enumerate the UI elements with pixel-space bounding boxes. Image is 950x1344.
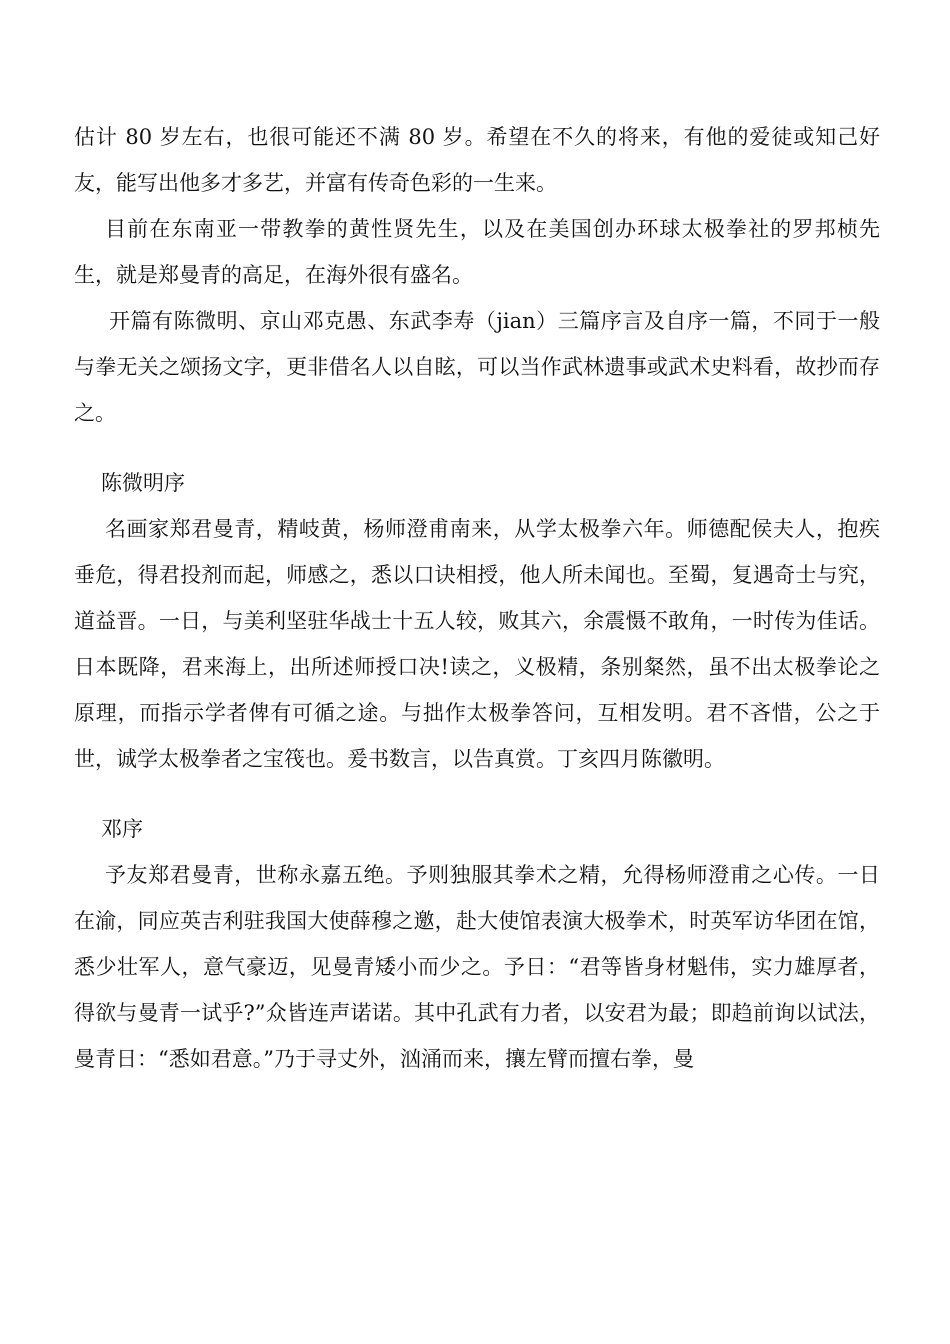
paragraph-chen-preface: 名画家郑君曼青，精岐黄，杨师澄甫南来，从学太极拳六年。师德配侯夫人，抱疾垂危，得君投剂而起，师感之，悉以口诀相授，他人所未闻也。至蜀，复遇奇士与究，道益晋。一日，与美利坚驻华战士十五人较，败其六，余震慑不敢角，一时传为佳话。日本既降，君来海上，出所述师授口决!读之，义极精，条别粲然，虽不出太极拳论之原理，而指示学者俾有可循之途。与拙作太极拳答问，互相发明。君不吝惜，公之于世，诚学太极拳者之宝筏也。爰书数言，以告真赏。丁亥四月陈徽明。 (74, 517, 880, 771)
paragraph-prefaces-note: 开篇有陈微明、京山邓克愚、东武李寿（jian）三篇序言及自序一篇，不同于一般与拳无关之颂扬文字，更非借名人以自眩，可以当作武林遗事或武术史料看，故抄而存之。 (74, 309, 880, 425)
paragraph-intro-continued: 估计 80 岁左右，也很可能还不满 80 岁。希望在不久的将来，有他的爱徒或知己好友，能写出他多才多艺，并富有传奇色彩的一生来。 (74, 125, 880, 195)
section-gap (74, 436, 880, 460)
section-heading-chen-preface: 陈微明序 (101, 471, 185, 495)
paragraph-deng-preface: 予友郑君曼青，世称永嘉五绝。予则独服其拳术之精，允得杨师澄甫之心传。一日在渝，同应英吉利驻我国大使薛穆之邀，赴大使馆表演大极拳术，时英军访华团在馆，悉少壮军人，意气豪迈，见曼青矮小而少之。予日：“君等皆身材魁伟，实力雄厚者，得欲与曼青一试乎?”众皆连声诺诺。其中孔武有力者，以安君为最；即趋前询以试法，曼青日：“悉如君意。”乃于寻丈外，汹涌而来，攘左臂而擅右拳，曼 (74, 863, 880, 1071)
section-gap (74, 782, 880, 806)
section-heading-deng-preface: 邓序 (101, 817, 143, 841)
document-page (74, 114, 880, 1082)
paragraph-disciples: 目前在东南亚一带教拳的黄性贤先生，以及在美国创办环球太极拳社的罗邦桢先生，就是郑曼青的高足，在海外很有盛名。 (74, 217, 880, 287)
